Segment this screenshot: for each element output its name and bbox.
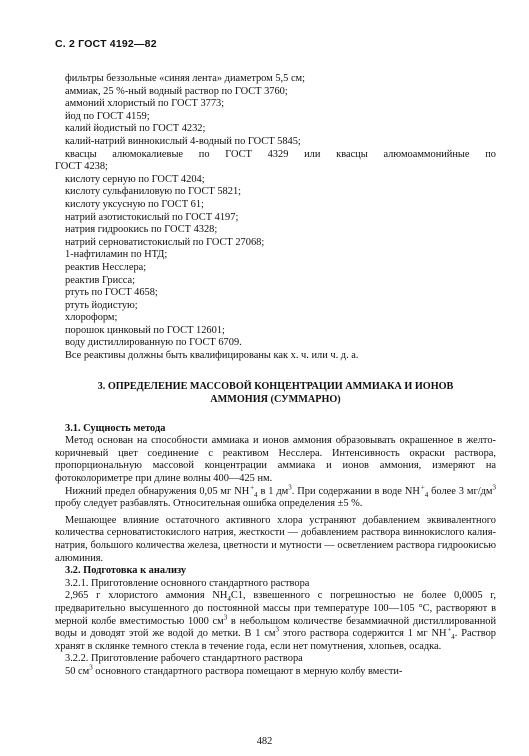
subsection-3-2-title: 3.2. Подготовка к анализу bbox=[65, 565, 187, 577]
reagent-item: 1-нафтиламин по НТД; bbox=[65, 249, 168, 261]
reagent-item: хлороформ; bbox=[65, 312, 118, 324]
qualification-note: Все реактивы должны быть квалифицированы как х. ч. или ч. д. а. bbox=[65, 350, 359, 362]
paragraph-detection-limit: Нижний предел обнаружения 0,05 мг NH +$_4$ в 1 $дм^3$. При содержании в воде NH +$_4$ более 3 $мг/дм^3$ пробу следует разбавлять. Относительная ошибка определения ±5 %. bbox=[55, 483, 496, 510]
reagent-item: кислоту сульфаниловую по ГОСТ 5821; bbox=[65, 186, 242, 198]
reagent-item: реактив Несслера; bbox=[65, 261, 147, 273]
reagent-item: реактив Грисса; bbox=[65, 274, 136, 286]
reagent-item: натрий азотистокислый по ГОСТ 4197; bbox=[65, 211, 239, 223]
reagent-item: натрий серноватистокислый по ГОСТ 27068; bbox=[65, 236, 265, 248]
reagent-item: йод по ГОСТ 4159; bbox=[65, 110, 150, 122]
section-3-title bbox=[55, 380, 496, 406]
subsection-3-2-1-title: 3.2.1. Приготовление основного стандартного раствора bbox=[65, 577, 310, 589]
reagent-item: ртуть по ГОСТ 4658; bbox=[65, 287, 158, 299]
reagent-item-wrapped-second: ГОСТ 4238; bbox=[55, 161, 108, 173]
reagent-item-wrapped-first: квасцы алюмокалиевые по ГОСТ 4329 или квасцы алюмоаммонийные по bbox=[65, 148, 496, 160]
paragraph-method-principle: Метод основан на способности аммиака и ионов аммония образовывать окрашенное в желто-коричневый цвет соединение с реактивом Несслера. Интенсивность окраски раствора, пропорциональную массовой концентрации аммиака и ионов аммония, измеряют на фотоколориметре при длине волны 400—425 нм. bbox=[55, 435, 496, 485]
reagent-item: кислоту уксусную по ГОСТ 61; bbox=[65, 198, 204, 210]
reagent-item: порошок цинковый по ГОСТ 12601; bbox=[65, 324, 225, 336]
paragraph-interference: Мешающее влияние остаточного активного хлора устраняют добавлением эквивалентного количества серноватистокислого натрия, жесткости — добавлением раствора виннокислого калия-натрия, большого количества железа, цветности и мутности — осветлением раствора гидроокисью алюминия. bbox=[55, 514, 496, 564]
reagent-item: калий-натрий виннокислый 4-водный по ГОСТ 5845; bbox=[65, 135, 301, 147]
subsection-3-1-text bbox=[55, 435, 496, 565]
reagent-item: ртуть йодистую; bbox=[65, 299, 138, 311]
reagent-item: фильтры беззольные «синяя лента» диаметром 5,5 см; bbox=[65, 73, 306, 84]
reagent-item: натрия гидроокись по ГОСТ 4328; bbox=[65, 224, 218, 236]
section-3-title-line1: 3. ОПРЕДЕЛЕНИЕ МАССОВОЙ КОНЦЕНТРАЦИИ АММИАКА И ИОНОВ bbox=[97, 380, 454, 392]
subsection-3-2-2-title: 3.2.2. Приготовление рабочего стандартного раствора bbox=[65, 653, 303, 665]
subsection-3-2-2-text bbox=[55, 663, 496, 679]
page-header: С. 2 ГОСТ 4192—82 bbox=[55, 38, 157, 50]
reagent-item: кислоту серную по ГОСТ 4204; bbox=[65, 173, 205, 185]
reagent-item: аммиак, 25 %-ный водный раствор по ГОСТ 3760; bbox=[65, 85, 288, 97]
reagent-item: аммоний хлористый по ГОСТ 3773; bbox=[65, 98, 225, 110]
reagent-item: калий йодистый по ГОСТ 4232; bbox=[65, 123, 206, 135]
paragraph-stock-solution: 2,965 г хлористого аммония $NH_4С1$, взвешенного с погрешностью не более 0,0005 г, предварительно высушенного до постоянной массы при температуре 100—105 °С, растворяют в мерной колбе вместимостью 1000 $см^3$ в небольшом количестве безаммиачной дистиллированной воды и доводят этой же водой до метки. В 1 $см^3$ этого раствора содержится 1 мг NH +$_4$. Раствор хранят в склянке темного стекла в течение года, если нет помутнения, хлопьев, осадка. bbox=[55, 590, 497, 652]
subsection-3-2-1-text bbox=[55, 590, 496, 653]
reagent-item: воду дистиллированную по ГОСТ 6709. bbox=[65, 337, 242, 349]
paragraph-working-solution: 50 $см^3$ основного стандартного раствора помещают в мерную колбу вмести- bbox=[65, 663, 403, 677]
document-body bbox=[55, 73, 496, 679]
page-number: 482 bbox=[256, 736, 273, 747]
section-3-title-line2: АММОНИЯ (СУММАРНО) bbox=[210, 393, 341, 405]
subsection-3-1-title: 3.1. Сущность метода bbox=[65, 422, 166, 434]
